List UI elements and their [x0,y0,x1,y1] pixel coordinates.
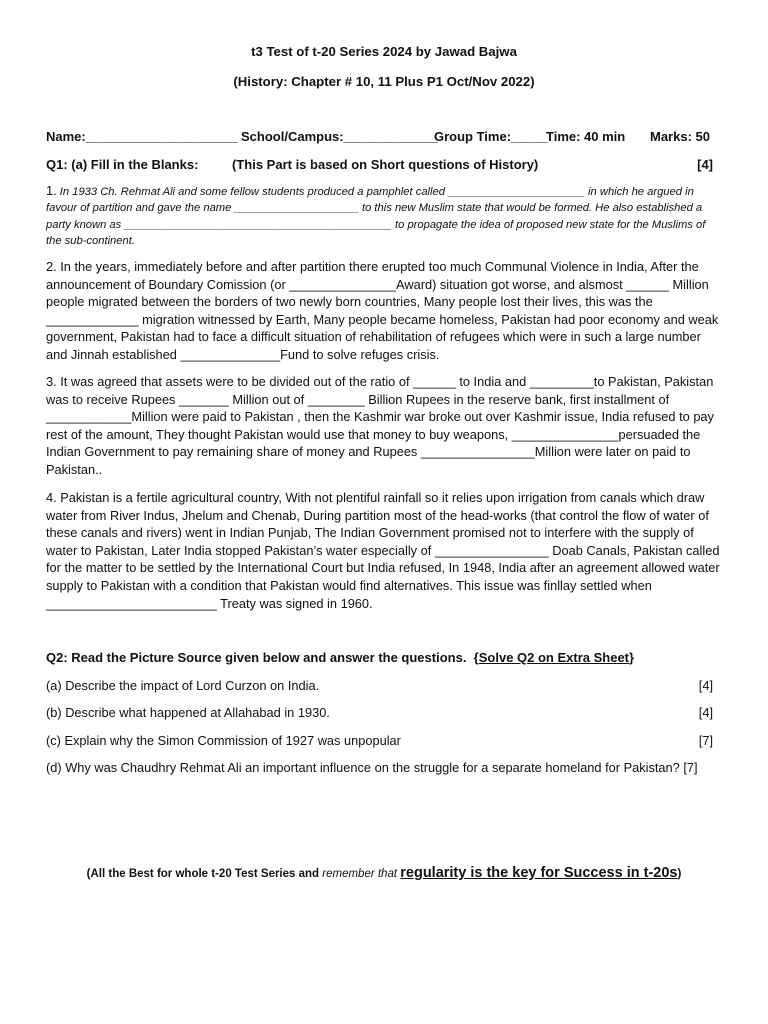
q1-marks: [4] [697,157,713,172]
q2-label: Q2: Read the Picture Source given below and answer the questions. [46,650,467,665]
name-field [46,129,238,144]
footer-slogan: regularity is the key for Success in t-20s [400,865,678,881]
footer-part-1: (All the Best for whole t-20 Test Series and [86,868,323,880]
q2-question-b: (b) Describe what happened at Allahabad in 1930. [46,705,330,720]
q2-question-b-marks: [4] [698,705,713,720]
q2-question-c-marks: [7] [698,733,713,748]
name-label: Name: [46,129,86,144]
group-time-field [434,129,547,144]
q2-heading [46,650,634,665]
q1-paragraph-3: 3. It was agreed that assets were to be divided out of the ratio of ______ to India and _________to Pakistan, Pakistan was to receive Rupees _______ Million out of ________ Billion Rupees in the reserve bank, first installment of ____________Million were paid to Pakistan , then the Kashmir war broke out over Kashmir issue, India refused to pay rest of the amount, They thought Pakistan would use that money to buy weapons, _______________persuaded the Indian Government to pay remaining share of money and Rupees ________________Million were later on paid to Pakistan.. [46,374,714,477]
q2-question-a-marks: [4] [698,678,713,693]
q2-question-c: (c) Explain why the Simon Commission of 1927 was unpopular [46,733,401,748]
time-label: Time: 40 min [546,129,626,144]
q2-question-a: (a) Describe the impact of Lord Curzon on India. [46,678,320,693]
page-subtitle: (History: Chapter # 10, 11 Plus P1 Oct/Nov 2022) [233,74,535,89]
q1-paragraph-4: 4. Pakistan is a fertile agricultural country, With not plentiful rainfall so it relies upon irrigation from canals which draw water from River Indus, Jhelum and Chenab, During partition most of the head-works (that control the flow of water of these canals and rivers) went in Indian Punjab, The Indian Government promised not to interfere with the supply of water to Pakistan, Later India stopped Pakistan’s water especially of ________________ Doab Canals, Pakistan called for the matter to be settled by the International Court but India refused, In 1948, India after an agreement allowed water supply to Pakistan with a condition that Pakistan would find alternatives. This issue was finllay settled when ________________________ Treaty was signed in 1960. [46,490,720,611]
q2-note-open: { [473,650,479,665]
school-field [241,129,438,144]
group-time-blank: _____ [511,129,548,144]
marks-label: Marks: 50 [650,129,710,144]
q1-paragraph-1-number: 1. [46,183,57,198]
q1-paragraph-1 [46,183,722,250]
q1-paragraph-1-text: In 1933 Ch. Rehmat Ali and some fellow students produced a pamphlet called ______________________ in which he argued in favour of partition and gave the name ____________________ to this new Muslim state that would be formed. He also established a party known as ___________________________________________ to propagate the idea of proposed new state for the Muslims of the sub-continent. [46,186,706,248]
q2-question-d: (d) Why was Chaudhry Rehmat Ali an important influence on the struggle for a separate homeland for Pakistan? [7] [46,760,698,775]
q1-heading: Q1: (a) Fill in the Blanks: [46,157,199,172]
school-label: School/Campus: [241,129,344,144]
q1-paragraph-2: 2. In the years, immediately before and after partition there erupted too much Communal Violence in India, After the announcement of Boundary Comission (or _______________Award) situation got worse, and alsmost ______ Million people migrated between the borders of two newly born countries, Many people lost their lives, this was the _____________ migration witnessed by Earth, Many people became homeless, Pakistan had poor economy and weak government, Pakistan had to face a difficult situation of rehabilitation of refugees which were in such a large number and Jinnah established ______________Fund to solve refuges crisis. [46,259,719,362]
q1-note: (This Part is based on Short questions of History) [232,157,539,172]
footer-message [0,865,768,881]
school-blank: _____________ [343,129,438,144]
footer-part-4: ) [677,868,682,880]
page-title: t3 Test of t-20 Series 2024 by Jawad Bajwa [251,44,517,59]
footer-part-2: remember that [322,868,401,880]
q2-note-close: } [629,650,635,665]
name-blank: _____________________ [85,129,238,144]
q2-note: Solve Q2 on Extra Sheet [478,650,630,665]
group-time-label: Group Time: [434,129,512,144]
